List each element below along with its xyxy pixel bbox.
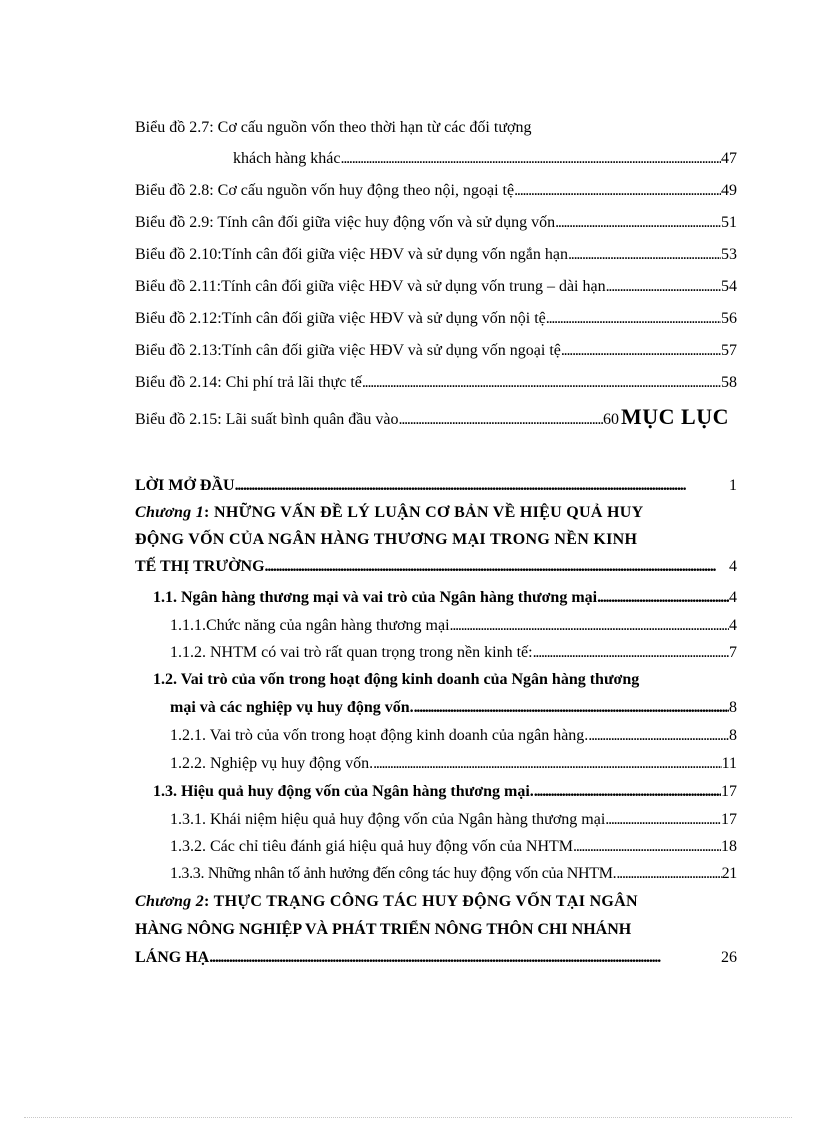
toc-section-1-2-1[interactable] (170, 726, 737, 746)
dot-leader (414, 698, 729, 718)
page-number: 53 (721, 246, 737, 263)
chart-entry-2-7-cont[interactable] (233, 149, 737, 169)
chart-entry-2-9[interactable] (135, 213, 737, 233)
dot-leader (265, 557, 729, 577)
chart-entry-text: Biểu đồ 2.15: Lãi suất bình quân đầu vào (135, 411, 399, 428)
page-number: 51 (721, 214, 737, 231)
dot-leader (588, 726, 729, 746)
page-number: 57 (721, 342, 737, 359)
page-number: 4 (729, 617, 737, 634)
chart-entry-text: Biểu đồ 2.9: Tính cân đối giữa việc huy động vốn và sử dụng vốn (135, 214, 556, 231)
chart-entry-text: Biểu đồ 2.7: Cơ cấu nguồn vốn theo thời hạn từ các đối tượng (135, 119, 532, 136)
toc-entry-text: 1.1.2. NHTM có vai trò rất quan trọng trong nền kinh tế: (170, 644, 533, 661)
chapter-label: Chương 1 (135, 504, 205, 521)
chart-entry-text: Biểu đồ 2.13:Tính cân đối giữa việc HĐV và sử dụng vốn ngoại tệ (135, 342, 561, 359)
dot-leader (546, 309, 721, 329)
dot-leader (533, 643, 729, 663)
dot-leader (373, 754, 721, 774)
chart-entry-text: Biểu đồ 2.8: Cơ cấu nguồn vốn huy động theo nội, ngoại tệ (135, 182, 515, 199)
page-number: 8 (729, 699, 737, 716)
dot-leader (235, 476, 729, 496)
dot-leader (514, 181, 721, 201)
toc-title: MỤC LỤC (621, 404, 729, 429)
dot-leader (597, 588, 729, 608)
page-number: 17 (721, 811, 737, 828)
chart-entry-2-10[interactable] (135, 245, 737, 265)
chapter-title: LÁNG HẠ (135, 949, 210, 966)
toc-section-1-3[interactable] (153, 782, 737, 802)
chart-entry-text: Biểu đồ 2.11:Tính cân đối giữa việc HĐV và sử dụng vốn trung – dài hạn (135, 278, 606, 295)
toc-chapter-2-line-1[interactable] (135, 892, 737, 912)
toc-intro[interactable] (135, 476, 737, 496)
chart-entry-2-12[interactable] (135, 309, 737, 329)
toc-entry-text: 1.3.3. Những nhân tố ảnh hưởng đến công tác huy động vốn của NHTM. (170, 865, 617, 882)
chart-entry-2-15[interactable] (135, 410, 619, 430)
toc-section-1-2-line-2[interactable] (170, 698, 737, 718)
chart-entry-2-13[interactable] (135, 341, 737, 361)
toc-entry-text: 1.3.2. Các chỉ tiêu đánh giá hiệu quả huy động vốn của NHTM (170, 838, 574, 855)
chart-entry-text: khách hàng khác (233, 150, 341, 167)
dot-leader (606, 277, 721, 297)
toc-section-1-2-2[interactable] (170, 754, 737, 774)
toc-entry-text: LỜI MỞ ĐẦU (135, 477, 235, 494)
toc-section-1-1-1[interactable] (170, 616, 737, 636)
dot-leader (450, 616, 729, 636)
dot-leader (209, 948, 721, 968)
toc-entry-text: 1.1.1.Chức năng của ngân hàng thương mại (170, 617, 450, 634)
page-number: 26 (721, 949, 737, 966)
toc-entry-text: 1.3.1. Khái niệm hiệu quả huy động vốn của Ngân hàng thương mại (170, 811, 606, 828)
page-number: 18 (721, 838, 737, 855)
chart-entry-text: Biểu đồ 2.14: Chi phí trả lãi thực tế (135, 374, 362, 391)
chart-entry-text: Biểu đồ 2.10:Tính cân đối giữa việc HĐV và sử dụng vốn ngắn hạn (135, 246, 568, 263)
toc-chapter-1-line-3[interactable] (135, 557, 737, 577)
toc-chapter-1-line-1[interactable] (135, 503, 737, 523)
chart-entry-2-7 (135, 118, 735, 138)
dot-leader (573, 837, 721, 857)
dot-leader (534, 782, 721, 802)
toc-section-1-2-line-1[interactable] (153, 670, 737, 690)
page-number: 56 (721, 310, 737, 327)
chart-entry-2-8[interactable] (135, 181, 737, 201)
toc-section-1-1[interactable] (153, 588, 737, 608)
page-number: 7 (729, 644, 737, 661)
page-number: 8 (729, 727, 737, 744)
chapter-title: TẾ THỊ TRƯỜNG (135, 558, 265, 575)
page-number: 1 (729, 477, 737, 494)
dot-leader (399, 410, 603, 430)
dot-leader (341, 149, 721, 169)
page-number: 54 (721, 278, 737, 295)
toc-chapter-1-line-2 (135, 530, 737, 550)
toc-entry-text: 1.3. Hiệu quả huy động vốn của Ngân hàng thương mại. (153, 783, 534, 800)
dot-leader (561, 341, 721, 361)
page-number: 11 (721, 755, 737, 772)
dot-leader (605, 810, 721, 830)
chapter-title: ĐỘNG VỐN CỦA NGÂN HÀNG THƯƠNG MẠI TRONG NỀN KINH (135, 531, 638, 548)
dot-leader (362, 373, 721, 393)
toc-entry-text: 1.2. Vai trò của vốn trong hoạt động kinh doanh của Ngân hàng thương (153, 671, 640, 688)
chapter-title: : NHỮNG VẤN ĐỀ LÝ LUẬN CƠ BẢN VỀ HIỆU QUẢ HUY (204, 504, 644, 521)
chapter-title: HÀNG NÔNG NGHIỆP VÀ PHÁT TRIỂN NÔNG THÔN CHI NHÁNH (135, 921, 632, 938)
page-number: 58 (721, 374, 737, 391)
chart-entry-text: Biểu đồ 2.12:Tính cân đối giữa việc HĐV và sử dụng vốn nội tệ (135, 310, 546, 327)
page-number: 17 (721, 783, 737, 800)
dot-leader (568, 245, 721, 265)
page-number: 49 (721, 182, 737, 199)
toc-section-1-3-2[interactable] (170, 837, 737, 857)
chapter-title: : THỰC TRẠNG CÔNG TÁC HUY ĐỘNG VỐN TẠI NGÂN (204, 893, 638, 910)
toc-entry-text: 1.2.2. Nghiệp vụ huy động vốn. (170, 755, 374, 772)
toc-section-1-1-2[interactable] (170, 643, 737, 663)
page-number: 60 (603, 411, 619, 428)
dot-leader (555, 213, 721, 233)
chart-entry-2-14[interactable] (135, 373, 737, 393)
page-number: 47 (721, 150, 737, 167)
chapter-label: Chương 2 (135, 893, 205, 910)
chart-entry-2-11[interactable] (135, 277, 737, 297)
toc-chapter-2-line-2 (135, 920, 737, 940)
toc-chapter-2-line-3[interactable] (135, 948, 737, 968)
page-number: 4 (729, 589, 737, 606)
toc-entry-text: 1.1. Ngân hàng thương mại và vai trò của Ngân hàng thương mại (153, 589, 598, 606)
page-bottom-border (24, 1117, 792, 1118)
toc-entry-text: mại và các nghiệp vụ huy động vốn. (170, 699, 414, 716)
dot-leader (616, 864, 721, 884)
toc-entry-text: 1.2.1. Vai trò của vốn trong hoạt động kinh doanh của ngân hàng. (170, 727, 589, 744)
toc-section-1-3-1[interactable] (170, 810, 737, 830)
page-number: 4 (729, 558, 737, 575)
toc-section-1-3-3[interactable] (170, 864, 737, 884)
page-number: 21 (721, 865, 737, 882)
